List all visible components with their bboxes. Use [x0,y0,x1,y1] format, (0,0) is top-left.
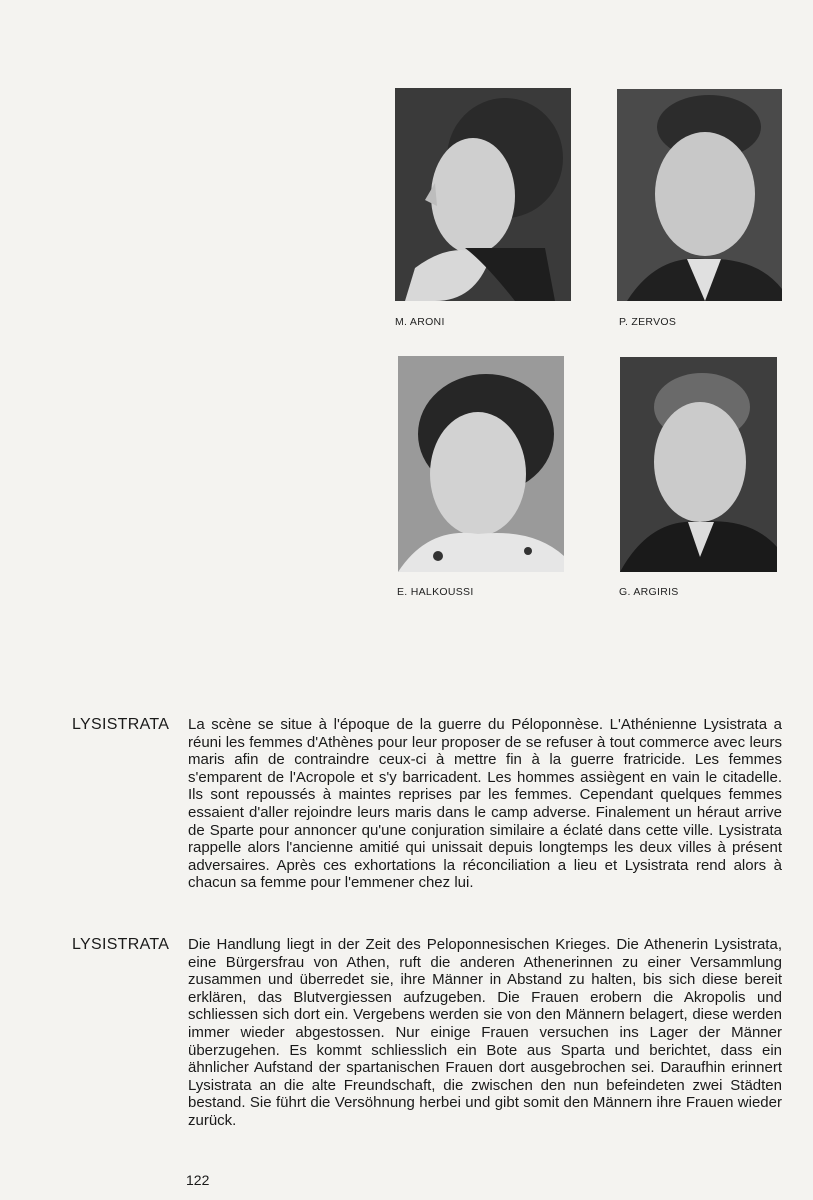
section-text: La scène se situe à l'époque de la guerre du Péloponnèse. L'Athénienne Lysistrata a réuni les femmes d'Athènes pour leur proposer de se refuser à tout commerce avec leurs maris afin de contraindre ceux-ci à mettre fin à la guerre fratricide. Les femmes s'emparent de l'Acropole et s'y barricadent. Les hommes assiègent en vain le citadelle. Ils sont repoussés à maintes reprises par les femmes. Cependant quelques femmes essaient d'aller rejoindre leurs maris dans le camp adverse. Finalement un héraut arrive de Sparte pour annoncer qu'une conjuration similaire a éclaté dans cette ville. Lysistrata rappelle alors l'ancienne amitié qui unissait depuis longtemps les deux villes à présent adversaires. Après ces exhortations la réconciliation a lieu et Lysistrata rend alors à chacun sa femme pour l'emmener chez lui. [188,716,782,892]
portrait-caption: G. ARGIRIS [619,586,679,598]
section-label: LYSISTRATA [72,716,170,733]
portrait-man-icon [620,357,777,572]
portrait-photo-argiris [620,357,777,572]
portrait-woman-icon [398,356,564,572]
section-label: LYSISTRATA [72,936,170,953]
portrait-photo-aroni [395,88,571,301]
section-text: Die Handlung liegt in der Zeit des Peloponnesischen Krieges. Die Athenerin Lysistrata, eine Bürgersfrau von Athen, ruft die anderen Athenerinnen zu einer Versammlung zusammen und überredet sie, ihre Männer in Abstand zu halten, bis sich diese bereit erklären, das Blutvergiessen aufzugeben. Die Frauen erobern die Akropolis und schliessen sich dort ein. Vergebens werden sie von den Männern belagert, diese werden immer wieder abgestossen. Nur einige Frauen versuchen ins Lager der Männer überzugehen. Es kommt schliesslich ein Bote aus Sparta und berichtet, dass ein ähnlicher Aufstand der spartanischen Frauen dort ausgebrochen sei. Daraufhin erinnert Lysistrata an die alte Freundschaft, die zwischen den nun befeindeten zwei Städten bestand. Sie führt die Versöhnung herbei und gibt somit den Männern ihre Frauen wieder zurück. [188,936,782,1129]
page-number: 122 [186,1172,210,1188]
portrait-caption: M. ARONI [395,316,445,328]
portrait-caption: P. ZERVOS [619,316,677,328]
portrait-man-icon [617,89,782,301]
portrait-woman-icon [395,88,571,301]
portrait-caption: E. HALKOUSSI [397,586,474,598]
portrait-photo-halkoussi [398,356,564,572]
portrait-photo-zervos [617,89,782,301]
